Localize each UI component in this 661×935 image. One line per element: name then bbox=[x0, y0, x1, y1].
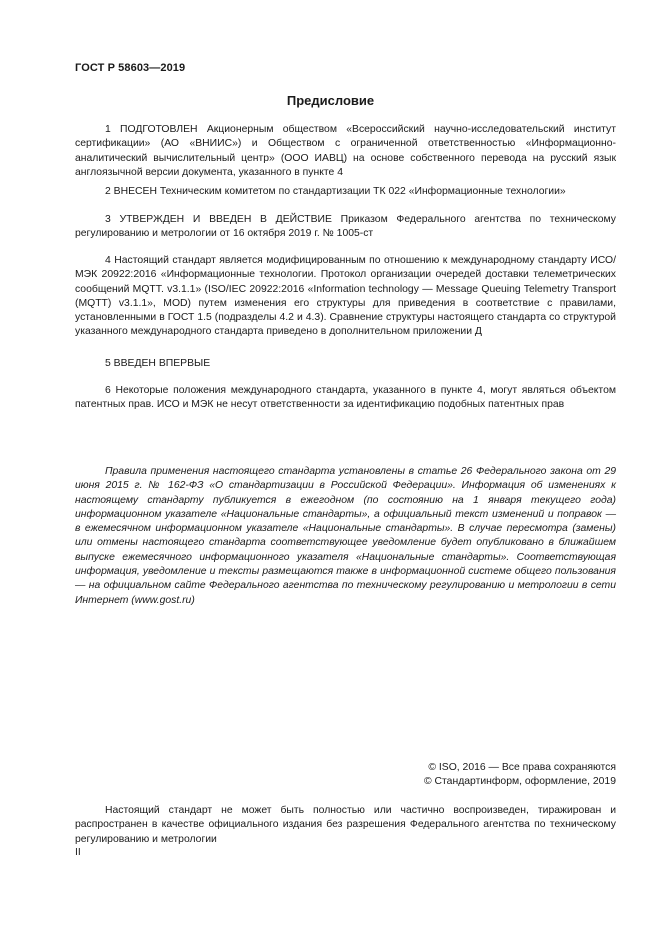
rules-notice: Правила применения настоящего стандарта установлены в статье 26 Федерального закона от 29 июня 2015 г. № 162-ФЗ «О стандартизации в Российской Федерации». Информация об изменениях к настоящему стандарту публикуется в ежегодном (по состоянию на 1 января текущего года) информационном указателе «Национальные стандарты», а официальный текст изменений и поправок — в ежемесячном информационном указателе «Национальные стандарты». В случае пересмотра (замены) или отмены настоящего стандарта соответствующее уведомление будет опубликовано в ближайшем выпуске ежемесячного информационного указателя «Национальные стандарты». Соответствующая информация, уведомление и тексты размещаются также в информационной системе общего пользования — на официальном сайте Федерального агентства по техническому регулированию и метрологии в сети Интернет (www.gost.ru) bbox=[75, 466, 616, 606]
preface-item-1: 1 ПОДГОТОВЛЕН Акционерным обществом «Всероссийский научно-исследовательский институт сертификации» (АО «ВНИИС») и Обществом с ограниченной ответственностью «Информационно-аналитический вычислительный центр» (ООО ИАВЦ) на основе собственного перевода на русский язык англоязычной версии документа, указанного в пункте 4 bbox=[75, 124, 616, 178]
preface-item-4: 4 Настоящий стандарт является модифицированным по отношению к международному стандарту ИСО/МЭК 20922:2016 «Информационные технологии. Протокол организации очередей доставки телеметрических сообщений MQTT. v3.1.1» (ISO/IEC 20922:2016 «Information technology — Message Queuing Telemetry Transport (MQTT) v3.1.1», MOD) путем изменения его структуры для приведения в соответствие с правилами, установленными в ГОСТ 1.5 (подразделы 4.2 и 4.3). Сравнение структуры настоящего стандарта со структурой указанного международного стандарта приведено в дополнительном приложении Д bbox=[75, 255, 616, 338]
copyright-standartinform: © Стандартинформ, оформление, 2019 bbox=[423, 776, 616, 787]
page-number: II bbox=[75, 847, 81, 858]
preface-item-2: 2 ВНЕСЕН Техническим комитетом по стандартизации ТК 022 «Информационные технологии» bbox=[105, 186, 566, 197]
preface-item-6: 6 Некоторые положения международного стандарта, указанного в пункте 4, могут являться объектом патентных прав. ИСО и МЭК не несут ответственности за идентификацию подобных патентных прав bbox=[75, 385, 616, 411]
page-title: Предисловие bbox=[286, 93, 375, 108]
preface-item-5: 5 ВВЕДЕН ВПЕРВЫЕ bbox=[105, 358, 211, 369]
reproduction-notice: Настоящий стандарт не может быть полностью или частично воспроизведен, тиражирован и распространен в качестве официального издания без разрешения Федерального агентства по техническому регулированию и метрологии bbox=[75, 805, 616, 845]
preface-item-3: 3 УТВЕРЖДЕН И ВВЕДЕН В ДЕЙСТВИЕ Приказом Федерального агентства по техническому регулированию и метрологии от 16 октября 2019 г. № 1005-ст bbox=[75, 214, 616, 240]
copyright-iso: © ISO, 2016 — Все права сохраняются bbox=[428, 762, 616, 773]
document-number-header: ГОСТ Р 58603—2019 bbox=[75, 62, 186, 74]
